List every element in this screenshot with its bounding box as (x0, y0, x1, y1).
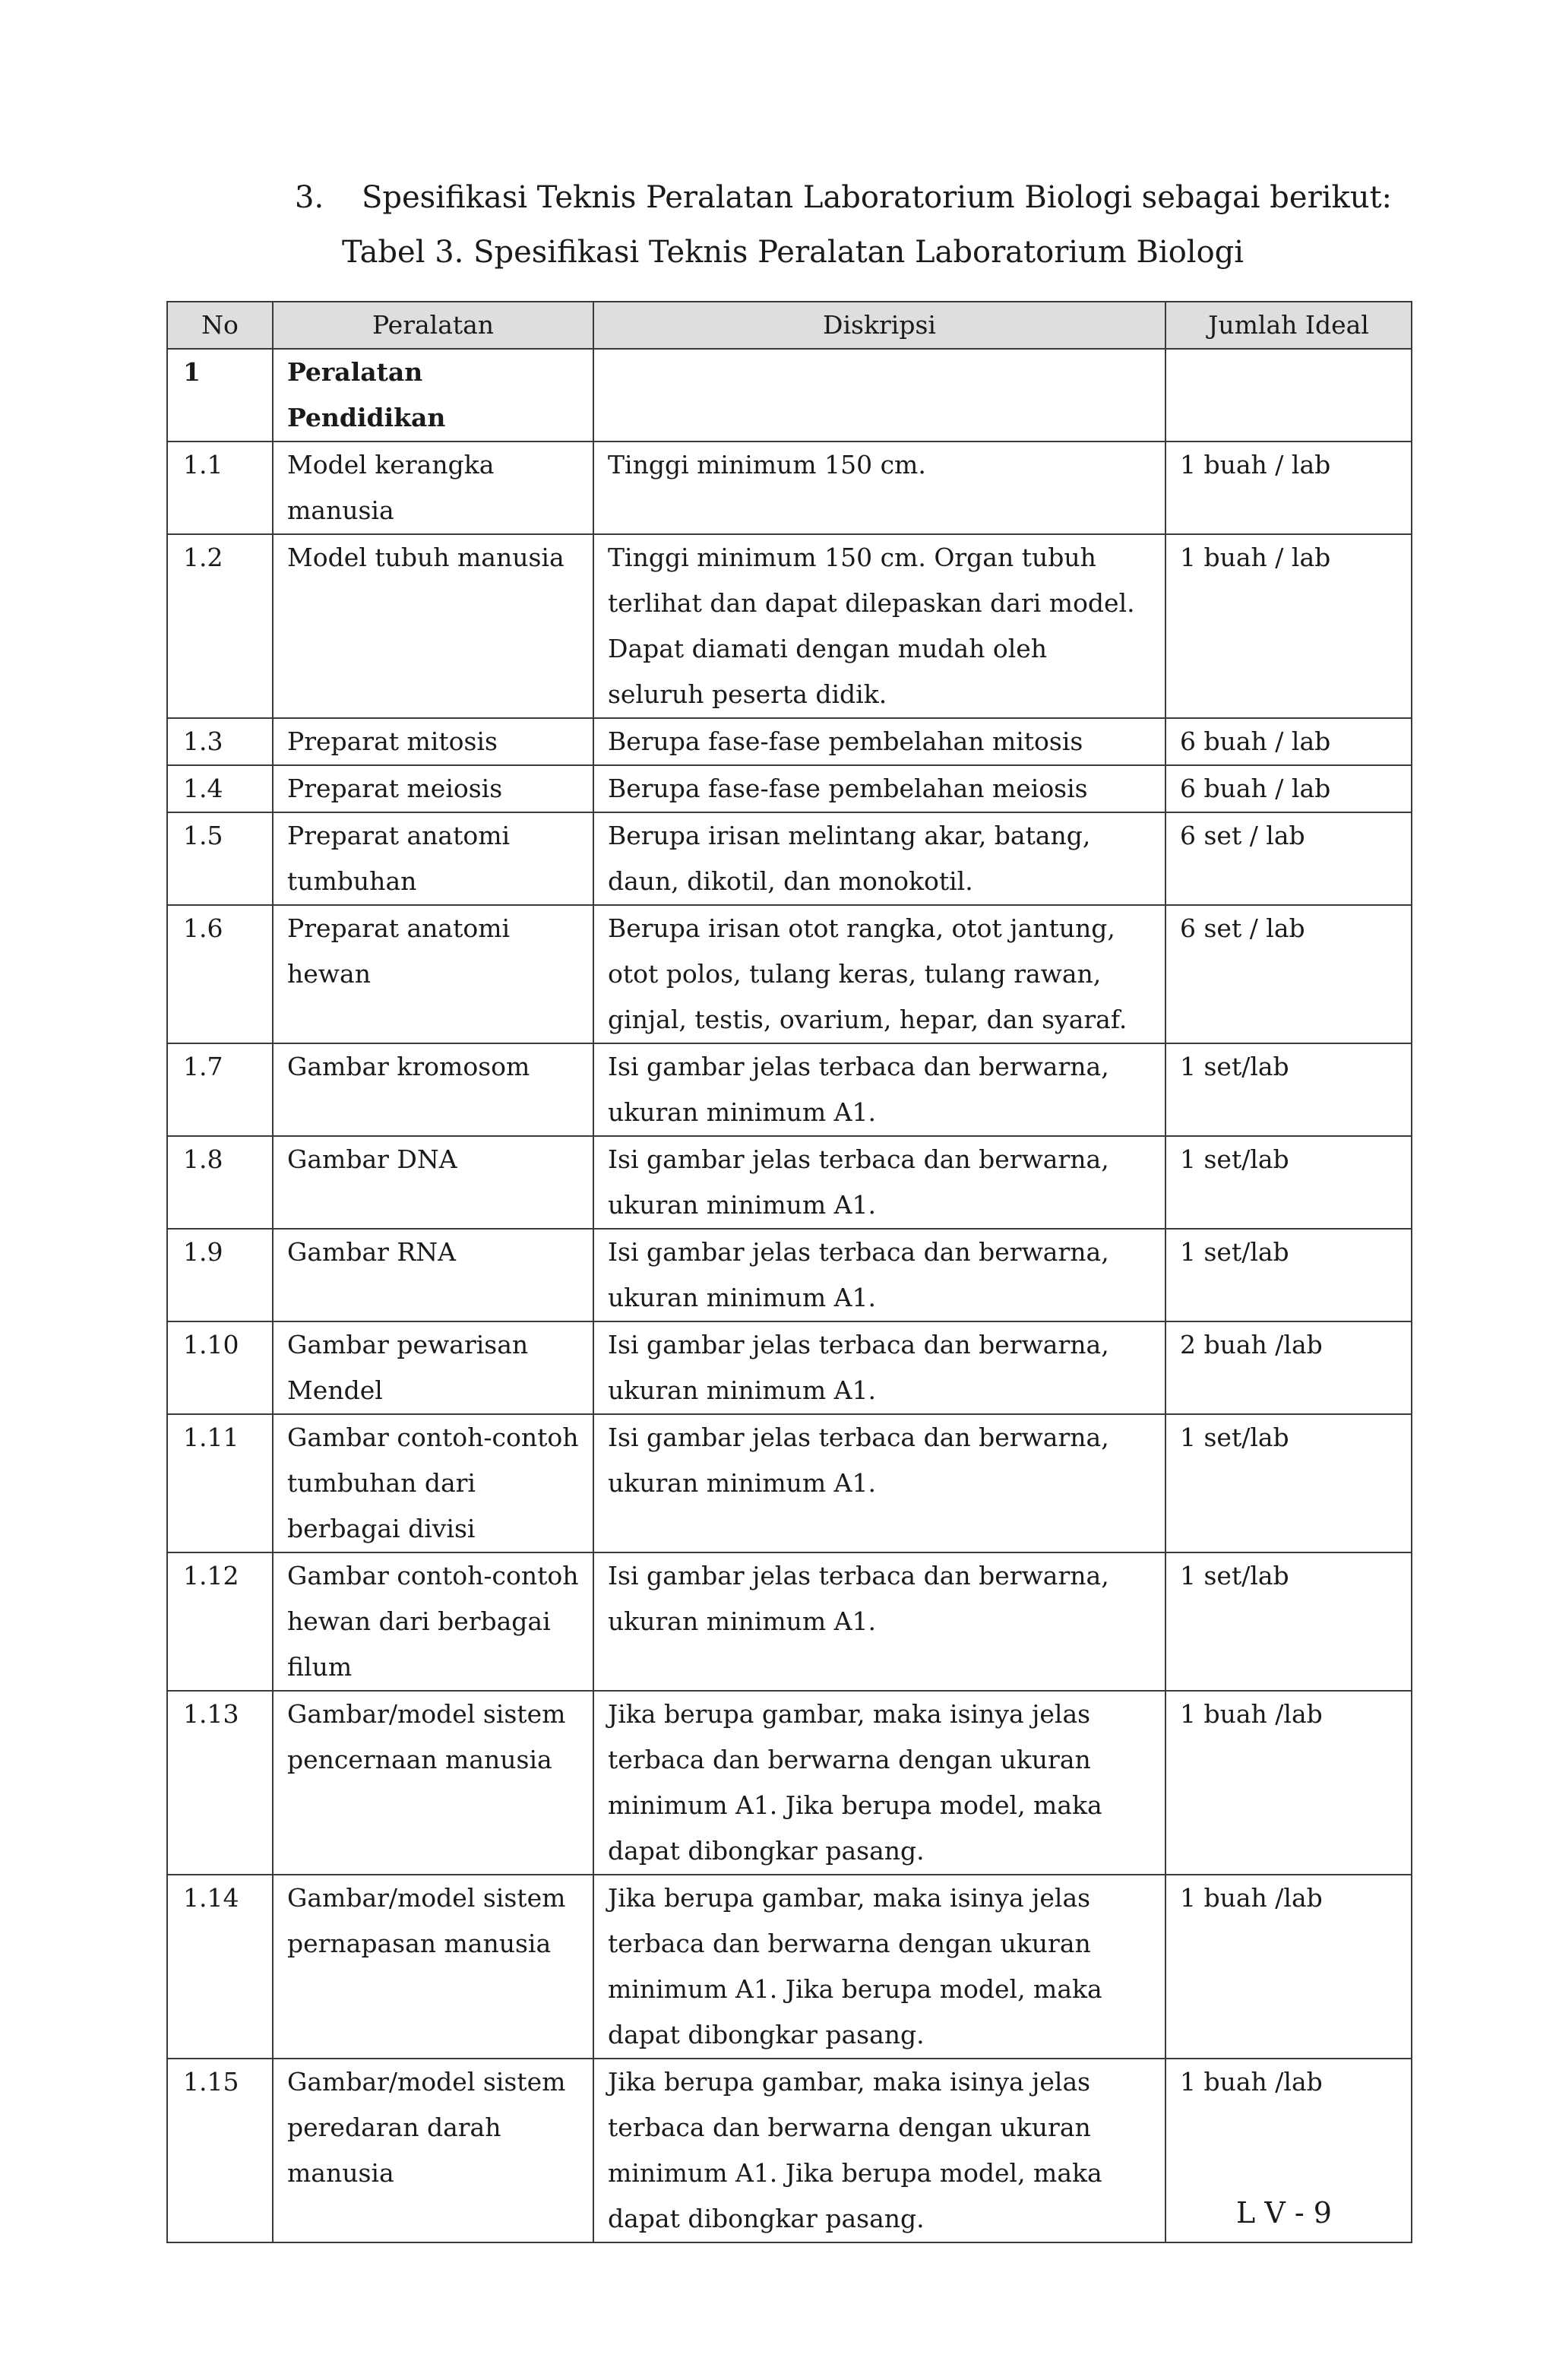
equipment-spec-table (166, 301, 1412, 2243)
row-number-cell: 1.2 (167, 534, 273, 718)
row-number-cell: 1.7 (167, 1043, 273, 1136)
description-cell: Tinggi minimum 150 cm. (593, 442, 1165, 534)
row-number-cell: 1.13 (167, 1691, 273, 1875)
column-header-no: No (167, 302, 273, 349)
table-row (167, 442, 1412, 534)
table-row (167, 905, 1412, 1043)
equipment-name-cell: Gambar RNA (273, 1229, 593, 1321)
section-label-cell: Peralatan Pendidikan (273, 349, 593, 442)
description-cell: Jika berupa gambar, maka isinya jelas terbaca dan berwarna dengan ukuran minimum A1. Jika berupa model, maka dapat dibongkar pasang. (593, 1875, 1165, 2059)
description-cell: Jika berupa gambar, maka isinya jelas terbaca dan berwarna dengan ukuran minimum A1. Jika berupa model, maka dapat dibongkar pasang. (593, 1691, 1165, 1875)
table-row (167, 1229, 1412, 1321)
row-number-cell: 1.4 (167, 765, 273, 812)
quantity-cell: 1 buah / lab (1165, 534, 1412, 718)
quantity-cell: 6 buah / lab (1165, 765, 1412, 812)
description-cell: Isi gambar jelas terbaca dan berwarna, ukuran minimum A1. (593, 1043, 1165, 1136)
equipment-name-cell: Preparat anatomi hewan (273, 905, 593, 1043)
table-row (167, 1691, 1412, 1875)
description-cell: Tinggi minimum 150 cm. Organ tubuh terlihat dan dapat dilepaskan dari model. Dapat diamati dengan mudah oleh seluruh peserta didik. (593, 534, 1165, 718)
section-empty-cell (593, 349, 1165, 442)
row-number-cell: 1.3 (167, 718, 273, 765)
table-row (167, 812, 1412, 905)
row-number-cell: 1.9 (167, 1229, 273, 1321)
quantity-cell: 1 set/lab (1165, 1136, 1412, 1229)
description-cell: Isi gambar jelas terbaca dan berwarna, ukuran minimum A1. (593, 1136, 1165, 1229)
row-number-cell: 1.12 (167, 1552, 273, 1691)
row-number-cell: 1.8 (167, 1136, 273, 1229)
table-row (167, 765, 1412, 812)
quantity-cell: 6 set / lab (1165, 905, 1412, 1043)
equipment-name-cell: Preparat anatomi tumbuhan (273, 812, 593, 905)
row-number-cell: 1.15 (167, 2059, 273, 2242)
equipment-name-cell: Preparat mitosis (273, 718, 593, 765)
description-cell: Berupa fase-fase pembelahan mitosis (593, 718, 1165, 765)
equipment-name-cell: Gambar/model sistem pernapasan manusia (273, 1875, 593, 2059)
section-number-cell: 1 (167, 349, 273, 442)
description-cell: Jika berupa gambar, maka isinya jelas terbaca dan berwarna dengan ukuran minimum A1. Jika berupa model, maka dapat dibongkar pasang. (593, 2059, 1165, 2242)
equipment-name-cell: Gambar kromosom (273, 1043, 593, 1136)
column-header-diskripsi: Diskripsi (593, 302, 1165, 349)
quantity-cell: 6 set / lab (1165, 812, 1412, 905)
equipment-name-cell: Gambar/model sistem peredaran darah manusia (273, 2059, 593, 2242)
column-header-jumlah-ideal: Jumlah Ideal (1165, 302, 1412, 349)
equipment-name-cell: Model tubuh manusia (273, 534, 593, 718)
equipment-name-cell: Gambar/model sistem pencernaan manusia (273, 1691, 593, 1875)
equipment-name-cell: Gambar contoh-contoh tumbuhan dari berbagai divisi (273, 1414, 593, 1552)
quantity-cell: 1 set/lab (1165, 1043, 1412, 1136)
section-row (167, 349, 1412, 442)
quantity-cell: 1 buah /lab (1165, 1875, 1412, 2059)
equipment-name-cell: Gambar contoh-contoh hewan dari berbagai filum (273, 1552, 593, 1691)
description-cell: Isi gambar jelas terbaca dan berwarna, ukuran minimum A1. (593, 1229, 1165, 1321)
description-cell: Isi gambar jelas terbaca dan berwarna, ukuran minimum A1. (593, 1321, 1165, 1414)
quantity-cell: 1 set/lab (1165, 1414, 1412, 1552)
table-row (167, 718, 1412, 765)
row-number-cell: 1.5 (167, 812, 273, 905)
description-cell: Berupa irisan melintang akar, batang, daun, dikotil, dan monokotil. (593, 812, 1165, 905)
section-heading-text: Spesifikasi Teknis Peralatan Laboratorium Biologi sebagai berikut: (362, 180, 1393, 215)
quantity-cell: 6 buah / lab (1165, 718, 1412, 765)
table-row (167, 1136, 1412, 1229)
quantity-cell: 1 buah /lab (1165, 2059, 1412, 2242)
row-number-cell: 1.6 (167, 905, 273, 1043)
page-number: L V - 9 (1236, 2196, 1332, 2230)
quantity-cell: 1 buah /lab (1165, 1691, 1412, 1875)
quantity-cell: 1 buah / lab (1165, 442, 1412, 534)
description-cell: Isi gambar jelas terbaca dan berwarna, ukuran minimum A1. (593, 1552, 1165, 1691)
table-row (167, 1043, 1412, 1136)
table-header-row (167, 302, 1412, 349)
equipment-name-cell: Model kerangka manusia (273, 442, 593, 534)
table-row (167, 1414, 1412, 1552)
section-empty-cell (1165, 349, 1412, 442)
table-row (167, 1875, 1412, 2059)
table-row (167, 1321, 1412, 1414)
equipment-name-cell: Gambar DNA (273, 1136, 593, 1229)
table-row (167, 2059, 1412, 2242)
table-row (167, 1552, 1412, 1691)
section-number: 3. (295, 180, 324, 215)
quantity-cell: 2 buah /lab (1165, 1321, 1412, 1414)
table-row (167, 534, 1412, 718)
quantity-cell: 1 set/lab (1165, 1552, 1412, 1691)
section-heading (295, 175, 1392, 220)
description-cell: Isi gambar jelas terbaca dan berwarna, ukuran minimum A1. (593, 1414, 1165, 1552)
column-header-peralatan: Peralatan (273, 302, 593, 349)
row-number-cell: 1.1 (167, 442, 273, 534)
row-number-cell: 1.11 (167, 1414, 273, 1552)
quantity-cell: 1 set/lab (1165, 1229, 1412, 1321)
row-number-cell: 1.10 (167, 1321, 273, 1414)
equipment-name-cell: Preparat meiosis (273, 765, 593, 812)
equipment-name-cell: Gambar pewarisan Mendel (273, 1321, 593, 1414)
table-caption: Tabel 3. Spesifikasi Teknis Peralatan Laboratorium Biologi (342, 235, 1244, 270)
description-cell: Berupa irisan otot rangka, otot jantung, otot polos, tulang keras, tulang rawan, ginjal, testis, ovarium, hepar, dan syaraf. (593, 905, 1165, 1043)
description-cell: Berupa fase-fase pembelahan meiosis (593, 765, 1165, 812)
row-number-cell: 1.14 (167, 1875, 273, 2059)
